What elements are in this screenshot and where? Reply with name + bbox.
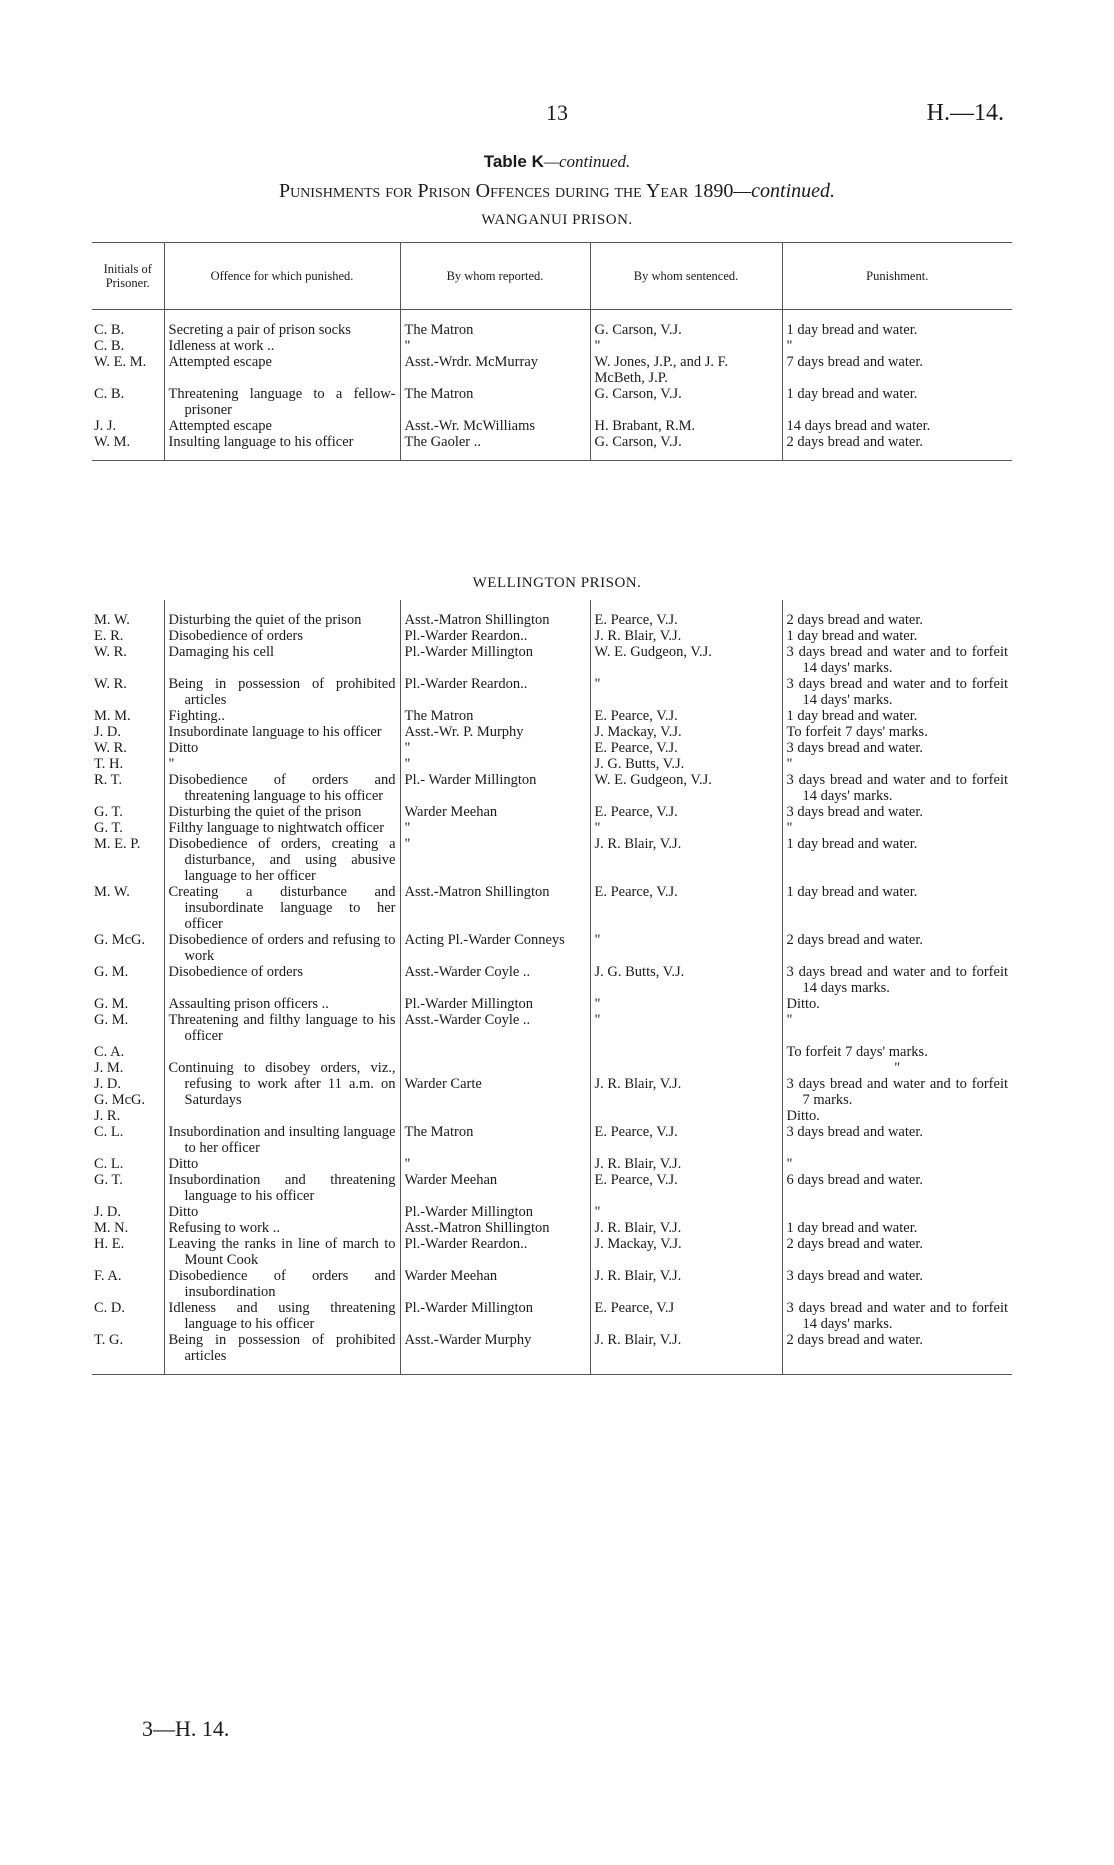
punishment-line: Ditto. bbox=[786, 1108, 820, 1124]
offence-cell: Disobedience of orders bbox=[164, 628, 400, 644]
offence-cell: Insubordination and threatening language to his officer bbox=[164, 1172, 400, 1204]
sentenced-by-cell: " bbox=[590, 338, 782, 354]
punishment-cell: 2 days bread and water. bbox=[782, 434, 1012, 461]
offence-cell: Refusing to work .. bbox=[164, 1220, 400, 1236]
offence-cell: Ditto bbox=[164, 1156, 400, 1172]
punishment-cell: 1 day bread and water. bbox=[782, 708, 1012, 724]
prisoner-initials: W. E. M. bbox=[94, 354, 147, 370]
punishment-cell: 1 day bread and water. bbox=[782, 1220, 1012, 1236]
sentenced-by-cell: " bbox=[590, 676, 782, 708]
prisoner-initials: M. E. P. bbox=[94, 836, 141, 852]
reported-by-cell: Asst.-Wrdr. McMurray bbox=[400, 354, 590, 386]
table-row bbox=[92, 756, 1012, 772]
prisoner-initials: W. R. bbox=[94, 644, 127, 660]
grouped-initials bbox=[92, 1044, 164, 1124]
sentenced-by-cell: J. R. Blair, V.J. bbox=[590, 628, 782, 644]
punishment-cell: 1 day bread and water. bbox=[782, 884, 1012, 932]
punishment-cell: 1 day bread and water. bbox=[782, 386, 1012, 418]
table-row bbox=[92, 820, 1012, 836]
sentenced-by-cell: J. Mackay, V.J. bbox=[590, 1236, 782, 1268]
punishment-line: " bbox=[894, 1060, 901, 1076]
punishment-cell: " bbox=[782, 1156, 1012, 1172]
table-row bbox=[92, 964, 1012, 996]
punishment-cell: 1 day bread and water. bbox=[782, 836, 1012, 884]
offence-cell: Disobedience of orders and insubordination bbox=[164, 1268, 400, 1300]
page-signature: 3—H. 14. bbox=[142, 1716, 230, 1741]
offence-cell: Disobedience of orders bbox=[164, 964, 400, 996]
table-row bbox=[92, 322, 1012, 338]
sentenced-by-cell: J. G. Butts, V.J. bbox=[590, 964, 782, 996]
offence-cell: Ditto bbox=[164, 1204, 400, 1220]
sentenced-by-cell: E. Pearce, V.J. bbox=[590, 740, 782, 756]
prisoner-initials: C. D. bbox=[94, 1300, 126, 1316]
offence-cell: Ditto bbox=[164, 740, 400, 756]
spacer-cell bbox=[92, 600, 164, 612]
punishment-cell: 3 days bread and water and to forfeit 14 days' marks. bbox=[782, 772, 1012, 804]
spacer-cell bbox=[400, 310, 590, 323]
table-row bbox=[92, 338, 1012, 354]
reported-by-cell: The Gaoler .. bbox=[400, 434, 590, 461]
table-label-suffix: —continued. bbox=[543, 152, 631, 171]
offence-cell: Creating a disturbance and insubordinate language to her officer bbox=[164, 884, 400, 932]
sentenced-by-cell: E. Pearce, V.J. bbox=[590, 612, 782, 628]
table-row bbox=[92, 418, 1012, 434]
table-row bbox=[92, 996, 1012, 1012]
punishment-cell: 3 days bread and water. bbox=[782, 1268, 1012, 1300]
prisoner-initials: G. M. bbox=[94, 1012, 129, 1028]
sentenced-by-cell: E. Pearce, V.J. bbox=[590, 1124, 782, 1156]
reported-by-cell: Pl.-Warder Millington bbox=[400, 1204, 590, 1220]
table-row bbox=[92, 772, 1012, 804]
sentenced-by-cell: G. Carson, V.J. bbox=[590, 434, 782, 461]
col-punishment: Punishment. bbox=[782, 243, 1012, 310]
prisoner-initials: J. D. bbox=[94, 1204, 121, 1220]
sentenced-by-cell: E. Pearce, V.J. bbox=[590, 708, 782, 724]
table-row bbox=[92, 1236, 1012, 1268]
sentenced-by-cell: J. R. Blair, V.J. bbox=[590, 1268, 782, 1300]
prisoner-initials: M. M. bbox=[94, 708, 131, 724]
reported-by-cell: Warder Meehan bbox=[400, 1268, 590, 1300]
spacer-cell bbox=[400, 600, 590, 612]
wellington-prison-heading: WELLINGTON PRISON. bbox=[472, 575, 642, 591]
spacer-cell bbox=[164, 310, 400, 323]
wellington-body bbox=[92, 600, 1012, 1375]
sentenced-by-cell: G. Carson, V.J. bbox=[590, 322, 782, 338]
reported-by-cell: Pl.-Warder Reardon.. bbox=[400, 628, 590, 644]
sentenced-by-cell: " bbox=[590, 996, 782, 1012]
offence-cell: Disobedience of orders and threatening language to his officer bbox=[164, 772, 400, 804]
sentenced-by-cell: E. Pearce, V.J. bbox=[590, 884, 782, 932]
punishment-cell: 14 days bread and water. bbox=[782, 418, 1012, 434]
reported-by-cell: Pl.-Warder Reardon.. bbox=[400, 676, 590, 708]
prisoner-initials: G. T. bbox=[94, 1172, 123, 1188]
reported-by-cell: Asst.-Warder Coyle .. bbox=[400, 964, 590, 996]
col-offence: Offence for which punished. bbox=[164, 243, 400, 310]
prisoner-initials: C. A. bbox=[94, 1044, 125, 1060]
punishment-cell: 2 days bread and water. bbox=[782, 1236, 1012, 1268]
prisoner-initials: M. W. bbox=[94, 612, 130, 628]
reported-by-cell: Warder Meehan bbox=[400, 804, 590, 820]
offence-cell: Fighting.. bbox=[164, 708, 400, 724]
table-row bbox=[92, 740, 1012, 756]
reported-by-cell: The Matron bbox=[400, 386, 590, 418]
punishment-cell: " bbox=[782, 756, 1012, 772]
punishment-cell: 3 days bread and water and to forfeit 14 days' marks. bbox=[782, 676, 1012, 708]
table-row bbox=[92, 1012, 1012, 1044]
table-row bbox=[92, 804, 1012, 820]
spacer-row bbox=[92, 310, 1012, 323]
sentenced-by-cell: W. E. Gudgeon, V.J. bbox=[590, 772, 782, 804]
prisoner-initials: T. G. bbox=[92, 1332, 164, 1375]
offence-cell: Threatening and filthy language to his officer bbox=[164, 1012, 400, 1044]
table-row bbox=[92, 836, 1012, 884]
wanganui-header-row bbox=[92, 243, 1012, 310]
offence-cell: Attempted escape bbox=[164, 418, 400, 434]
sentenced-by-cell: W. E. Gudgeon, V.J. bbox=[590, 644, 782, 676]
offence-cell: Damaging his cell bbox=[164, 644, 400, 676]
prisoner-initials: J. J. bbox=[94, 418, 117, 434]
offence-cell: Being in possession of prohibited articles bbox=[164, 1332, 400, 1375]
spacer-cell bbox=[590, 600, 782, 612]
prisoner-initials: C. L. bbox=[94, 1156, 124, 1172]
table-row bbox=[92, 708, 1012, 724]
col-sentenced: By whom sentenced. bbox=[590, 243, 782, 310]
wanganui-prison-heading: WANGANUI PRISON. bbox=[481, 212, 633, 228]
sentenced-by-cell: J. R. Blair, V.J. bbox=[590, 836, 782, 884]
reported-by-cell: " bbox=[400, 338, 590, 354]
table-row bbox=[92, 1172, 1012, 1204]
reported-by-cell: Warder Meehan bbox=[400, 1172, 590, 1204]
prisoner-initials: M. W. bbox=[94, 884, 130, 900]
offence-cell: Disobedience of orders and refusing to work bbox=[164, 932, 400, 964]
offence-cell: Being in possession of prohibited articles bbox=[164, 676, 400, 708]
table-label: Table K bbox=[483, 152, 544, 171]
punishment-cell bbox=[782, 1204, 1012, 1220]
prisoner-initials: J. R. bbox=[94, 1108, 121, 1124]
wellington-table bbox=[92, 600, 1012, 1375]
punishment-cell: 2 days bread and water. bbox=[782, 612, 1012, 628]
reported-by-cell: Pl.- Warder Millington bbox=[400, 772, 590, 804]
offence-cell: Filthy language to nightwatch officer bbox=[164, 820, 400, 836]
table-subtitle bbox=[0, 180, 1114, 203]
punishment-line: 3 days bread and water and to forfeit 7 marks. bbox=[786, 1076, 1008, 1108]
reported-by-cell: Asst.-Wr. P. Murphy bbox=[400, 724, 590, 740]
col-initials: Initials of Prisoner. bbox=[92, 243, 164, 310]
reported-by-cell: Pl.-Warder Millington bbox=[400, 644, 590, 676]
reported-by-cell: The Matron bbox=[400, 708, 590, 724]
prisoner-initials: F. A. bbox=[94, 1268, 122, 1284]
punishment-cell: " bbox=[782, 338, 1012, 354]
prisoner-initials: M. N. bbox=[94, 1220, 129, 1236]
punishment-cell: 3 days bread and water and to forfeit 14 days' marks. bbox=[782, 1300, 1012, 1332]
offence-cell: Disturbing the quiet of the prison bbox=[164, 804, 400, 820]
table-row bbox=[92, 724, 1012, 740]
page-number: 13 bbox=[546, 100, 568, 125]
table-row bbox=[92, 1124, 1012, 1156]
offence-cell: Threatening language to a fellow-prisoner bbox=[164, 386, 400, 418]
sentenced-by-cell: E. Pearce, V.J. bbox=[590, 804, 782, 820]
punishment-cell: 1 day bread and water. bbox=[782, 628, 1012, 644]
reported-by-cell: Asst.-Matron Shillington bbox=[400, 612, 590, 628]
reported-by-cell: " bbox=[400, 1156, 590, 1172]
offence-cell: Leaving the ranks in line of march to Mount Cook bbox=[164, 1236, 400, 1268]
offence-cell: Attempted escape bbox=[164, 354, 400, 386]
punishment-cell: " bbox=[782, 820, 1012, 836]
offence-cell: Assaulting prison officers .. bbox=[164, 996, 400, 1012]
sentenced-by-cell: J. R. Blair, V.J. bbox=[590, 1332, 782, 1375]
sentenced-by-cell: J. Mackay, V.J. bbox=[590, 724, 782, 740]
col-reported: By whom reported. bbox=[400, 243, 590, 310]
prisoner-initials: H. E. bbox=[94, 1236, 125, 1252]
reported-by-cell: " bbox=[400, 820, 590, 836]
offence-cell: Disturbing the quiet of the prison bbox=[164, 612, 400, 628]
prisoner-initials: W. M. bbox=[92, 434, 164, 461]
punishment-cell: " bbox=[782, 1012, 1012, 1044]
offence-cell: Secreting a pair of prison socks bbox=[164, 322, 400, 338]
offence-cell: Insulting language to his officer bbox=[164, 434, 400, 461]
sentenced-by-cell: " bbox=[590, 1204, 782, 1220]
table-row bbox=[92, 1220, 1012, 1236]
punishment-cell: 7 days bread and water. bbox=[782, 354, 1012, 386]
prisoner-initials: C. B. bbox=[94, 386, 125, 402]
prisoner-initials: T. H. bbox=[94, 756, 124, 772]
prisoner-initials: W. R. bbox=[94, 740, 127, 756]
table-row bbox=[92, 1300, 1012, 1332]
table-row bbox=[92, 932, 1012, 964]
punishment-cell: 3 days bread and water and to forfeit 14 days' marks. bbox=[782, 644, 1012, 676]
table-row bbox=[92, 1204, 1012, 1220]
prisoner-initials: J. D. bbox=[94, 1076, 121, 1092]
table-row bbox=[92, 1156, 1012, 1172]
sentenced-by-cell: J. R. Blair, V.J. bbox=[590, 1220, 782, 1236]
sentenced-by-cell: " bbox=[590, 932, 782, 964]
reported-by-cell: Asst.-Matron Shillington bbox=[400, 884, 590, 932]
spacer-cell bbox=[590, 310, 782, 323]
table-row bbox=[92, 612, 1012, 628]
grouped-row bbox=[92, 1044, 1012, 1124]
offence-cell: " bbox=[164, 756, 400, 772]
prisoner-initials: R. T. bbox=[94, 772, 123, 788]
prisoner-initials: G. T. bbox=[94, 820, 123, 836]
reported-by-cell: Pl.-Warder Reardon.. bbox=[400, 1236, 590, 1268]
reported-by-cell: Asst.-Wr. McWilliams bbox=[400, 418, 590, 434]
grouped-sentenced-by: J. R. Blair, V.J. bbox=[590, 1044, 782, 1124]
reported-by-cell: Pl.-Warder Millington bbox=[400, 996, 590, 1012]
prisoner-initials: G. McG. bbox=[94, 1092, 146, 1108]
prisoner-initials: E. R. bbox=[94, 628, 124, 644]
table-row bbox=[92, 676, 1012, 708]
table-row bbox=[92, 1268, 1012, 1300]
punishment-cell: 3 days bread and water. bbox=[782, 1124, 1012, 1156]
table-row bbox=[92, 1332, 1012, 1375]
table-row bbox=[92, 644, 1012, 676]
reported-by-cell: Asst.-Warder Coyle .. bbox=[400, 1012, 590, 1044]
prisoner-initials: G. M. bbox=[94, 996, 129, 1012]
table-row bbox=[92, 354, 1012, 386]
sentenced-by-cell: J. R. Blair, V.J. bbox=[590, 1156, 782, 1172]
sentenced-by-cell: " bbox=[590, 820, 782, 836]
table-row bbox=[92, 628, 1012, 644]
grouped-offence: Continuing to disobey orders, viz., refusing to work after 11 a.m. on Saturdays bbox=[164, 1044, 400, 1124]
offence-cell: Insubordination and insulting language to her officer bbox=[164, 1124, 400, 1156]
punishment-cell: 2 days bread and water. bbox=[782, 932, 1012, 964]
prisoner-initials: G. McG. bbox=[94, 932, 146, 948]
sentenced-by-cell: G. Carson, V.J. bbox=[590, 386, 782, 418]
prisoner-initials: C. L. bbox=[94, 1124, 124, 1140]
prisoner-initials: W. R. bbox=[94, 676, 127, 692]
subtitle-main: Punishments for Prison Offences during the Year 1890 bbox=[278, 180, 734, 202]
sentenced-by-cell: " bbox=[590, 1012, 782, 1044]
reported-by-cell: Asst.-Warder Murphy bbox=[400, 1332, 590, 1375]
punishment-cell: 6 days bread and water. bbox=[782, 1172, 1012, 1204]
table-row bbox=[92, 386, 1012, 418]
punishment-cell: 1 day bread and water. bbox=[782, 322, 1012, 338]
spacer-cell bbox=[164, 600, 400, 612]
sentenced-by-cell: J. G. Butts, V.J. bbox=[590, 756, 782, 772]
offence-cell: Disobedience of orders, creating a disturbance, and using abusive language to her officer bbox=[164, 836, 400, 884]
subtitle-suffix: —continued. bbox=[733, 180, 836, 202]
grouped-reported-by: Warder Carte bbox=[400, 1044, 590, 1124]
reported-by-cell: Asst.-Matron Shillington bbox=[400, 1220, 590, 1236]
prisoner-initials: C. B. bbox=[94, 322, 125, 338]
spacer-cell bbox=[782, 310, 1012, 323]
prisoner-initials: G. M. bbox=[94, 964, 129, 980]
grouped-punishments bbox=[782, 1044, 1012, 1124]
reported-by-cell: Pl.-Warder Millington bbox=[400, 1300, 590, 1332]
reported-by-cell: " bbox=[400, 836, 590, 884]
wanganui-table bbox=[92, 242, 1012, 461]
punishment-cell: Ditto. bbox=[782, 996, 1012, 1012]
reported-by-cell: The Matron bbox=[400, 1124, 590, 1156]
offence-cell: Idleness at work .. bbox=[164, 338, 400, 354]
punishment-line: To forfeit 7 days' marks. bbox=[786, 1044, 928, 1060]
table-row bbox=[92, 884, 1012, 932]
sentenced-by-cell: E. Pearce, V.J. bbox=[590, 1172, 782, 1204]
spacer-row bbox=[92, 600, 1012, 612]
reported-by-cell: " bbox=[400, 756, 590, 772]
punishment-cell: To forfeit 7 days' marks. bbox=[782, 724, 1012, 740]
reported-by-cell: " bbox=[400, 740, 590, 756]
offence-cell: Idleness and using threatening language to his officer bbox=[164, 1300, 400, 1332]
reported-by-cell: Acting Pl.-Warder Conneys bbox=[400, 932, 590, 964]
prisoner-initials: J. M. bbox=[94, 1060, 124, 1076]
reported-by-cell: The Matron bbox=[400, 322, 590, 338]
table-title bbox=[0, 152, 1114, 172]
table-row bbox=[92, 434, 1012, 461]
prisoner-initials: C. B. bbox=[94, 338, 125, 354]
spacer-cell bbox=[782, 600, 1012, 612]
sentenced-by-cell: E. Pearce, V.J bbox=[590, 1300, 782, 1332]
document-code: H.—14. bbox=[926, 100, 1004, 126]
punishment-cell: 3 days bread and water. bbox=[782, 804, 1012, 820]
punishment-cell: 3 days bread and water and to forfeit 14 days marks. bbox=[782, 964, 1012, 996]
punishment-cell: 2 days bread and water. bbox=[782, 1332, 1012, 1375]
prisoner-initials: J. D. bbox=[94, 724, 121, 740]
punishment-cell: 3 days bread and water. bbox=[782, 740, 1012, 756]
sentenced-by-cell: W. Jones, J.P., and J. F. McBeth, J.P. bbox=[590, 354, 782, 386]
sentenced-by-cell: H. Brabant, R.M. bbox=[590, 418, 782, 434]
offence-cell: Insubordinate language to his officer bbox=[164, 724, 400, 740]
prisoner-initials: G. T. bbox=[94, 804, 123, 820]
spacer-cell bbox=[92, 310, 164, 323]
wanganui-body bbox=[92, 310, 1012, 461]
